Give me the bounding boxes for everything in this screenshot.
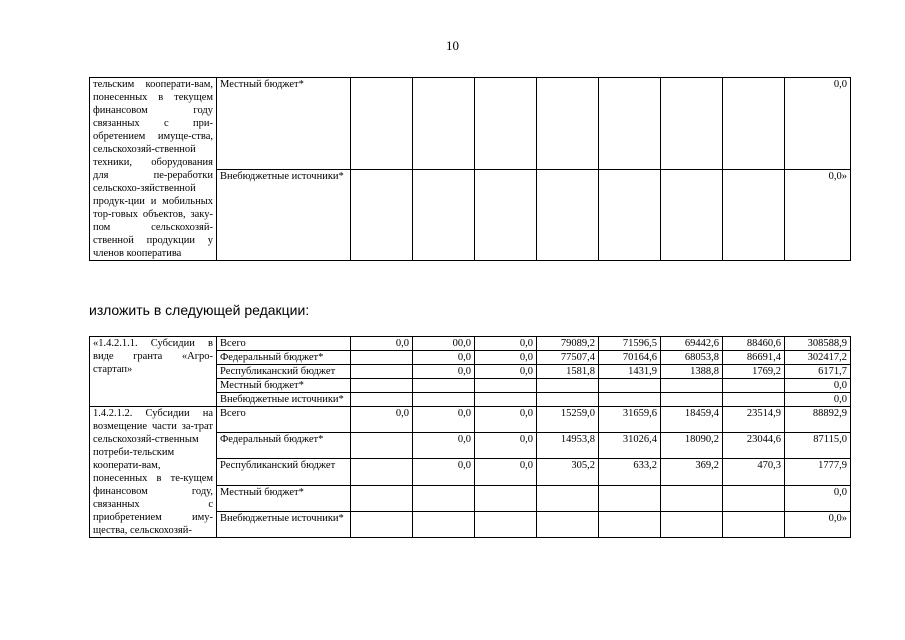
value-cell <box>599 78 661 170</box>
value-cell: 0,0» <box>785 169 851 261</box>
continuation-table <box>89 77 851 261</box>
value-cell: 79089,2 <box>537 337 599 351</box>
funding-source: Федеральный бюджет* <box>217 433 351 459</box>
value-cell <box>351 459 413 485</box>
value-cell <box>351 511 413 537</box>
value-cell <box>413 485 475 511</box>
value-cell: 0,0 <box>475 459 537 485</box>
value-cell: 0,0 <box>351 337 413 351</box>
value-cell: 0,0 <box>475 365 537 379</box>
value-cell <box>723 485 785 511</box>
value-cell <box>475 511 537 537</box>
value-cell: 88892,9 <box>785 407 851 433</box>
value-cell: 0,0 <box>785 78 851 170</box>
value-cell <box>661 485 723 511</box>
value-cell <box>351 78 413 170</box>
value-cell <box>537 393 599 407</box>
value-cell <box>475 379 537 393</box>
value-cell: 308588,9 <box>785 337 851 351</box>
value-cell <box>599 485 661 511</box>
funding-source: Республиканский бюджет <box>217 365 351 379</box>
value-cell: 1388,8 <box>661 365 723 379</box>
instruction-phrase: изложить в следующей редакции: <box>89 302 310 318</box>
value-cell <box>661 379 723 393</box>
table-row <box>90 337 851 351</box>
value-cell <box>351 393 413 407</box>
value-cell: 69442,6 <box>661 337 723 351</box>
value-cell: 87115,0 <box>785 433 851 459</box>
value-cell <box>413 78 475 170</box>
item-description: 1.4.2.1.2. Субсидии на возмещение части за-трат сельскохозяй-ственным потреби-тельским кооперати-вам, понесенных в те-кущем финансовом году, связанных с приобретением иму-щества, сельскохозяй- <box>90 407 217 538</box>
value-cell: 0,0 <box>351 407 413 433</box>
value-cell <box>413 169 475 261</box>
funding-source: Всего <box>217 407 351 433</box>
value-cell: 18459,4 <box>661 407 723 433</box>
value-cell <box>599 393 661 407</box>
funding-source: Местный бюджет* <box>217 485 351 511</box>
funding-source: Всего <box>217 337 351 351</box>
value-cell <box>661 78 723 170</box>
table-row <box>90 407 851 433</box>
value-cell: 0,0 <box>413 351 475 365</box>
value-cell: 70164,6 <box>599 351 661 365</box>
value-cell <box>413 393 475 407</box>
funding-source: Местный бюджет* <box>217 379 351 393</box>
value-cell: 86691,4 <box>723 351 785 365</box>
item-description: тельским кооперати-вам, понесенных в текущем финансовом году связанных с при-обретением имуще-ства, сельскохозяй-ственной техники, оборудования для пе-реработки сельскохо-зяйственной продук-ции и мобильных тор-говых объектов, заку-пом сельскохозяй-ственной продукции у членов кооператива <box>90 78 217 261</box>
value-cell: 6171,7 <box>785 365 851 379</box>
value-cell: 305,2 <box>537 459 599 485</box>
value-cell: 31659,6 <box>599 407 661 433</box>
value-cell: 14953,8 <box>537 433 599 459</box>
value-cell <box>537 485 599 511</box>
value-cell <box>475 485 537 511</box>
funding-source: Внебюджетные источники* <box>217 393 351 407</box>
item-description: «1.4.2.1.1. Субсидии в виде гранта «Агро-стартап» <box>90 337 217 407</box>
value-cell <box>475 169 537 261</box>
value-cell: 0,0 <box>475 433 537 459</box>
value-cell: 0,0» <box>785 511 851 537</box>
funding-source: Республиканский бюджет <box>217 459 351 485</box>
value-cell <box>723 169 785 261</box>
value-cell <box>723 511 785 537</box>
value-cell: 15259,0 <box>537 407 599 433</box>
value-cell <box>413 379 475 393</box>
value-cell: 23514,9 <box>723 407 785 433</box>
value-cell: 633,2 <box>599 459 661 485</box>
value-cell: 369,2 <box>661 459 723 485</box>
value-cell <box>475 78 537 170</box>
value-cell <box>351 485 413 511</box>
value-cell <box>351 169 413 261</box>
value-cell <box>661 169 723 261</box>
value-cell: 0,0 <box>475 337 537 351</box>
value-cell: 23044,6 <box>723 433 785 459</box>
value-cell: 77507,4 <box>537 351 599 365</box>
value-cell <box>351 365 413 379</box>
page-number: 10 <box>446 38 459 53</box>
value-cell <box>599 379 661 393</box>
value-cell <box>537 511 599 537</box>
value-cell: 1777,9 <box>785 459 851 485</box>
value-cell: 0,0 <box>413 365 475 379</box>
value-cell: 1581,8 <box>537 365 599 379</box>
value-cell: 1431,9 <box>599 365 661 379</box>
funding-source: Федеральный бюджет* <box>217 351 351 365</box>
value-cell: 18090,2 <box>661 433 723 459</box>
value-cell <box>661 393 723 407</box>
value-cell <box>723 379 785 393</box>
value-cell: 302417,2 <box>785 351 851 365</box>
value-cell: 71596,5 <box>599 337 661 351</box>
funding-source: Местный бюджет* <box>217 78 351 170</box>
value-cell <box>661 511 723 537</box>
value-cell: 0,0 <box>413 459 475 485</box>
value-cell: 470,3 <box>723 459 785 485</box>
value-cell <box>599 169 661 261</box>
value-cell: 68053,8 <box>661 351 723 365</box>
value-cell: 0,0 <box>785 379 851 393</box>
value-cell: 00,0 <box>413 337 475 351</box>
value-cell <box>723 393 785 407</box>
table-row <box>90 78 851 170</box>
value-cell: 0,0 <box>475 407 537 433</box>
value-cell <box>413 511 475 537</box>
value-cell <box>475 393 537 407</box>
value-cell: 1769,2 <box>723 365 785 379</box>
value-cell: 0,0 <box>413 433 475 459</box>
value-cell: 31026,4 <box>599 433 661 459</box>
value-cell <box>351 351 413 365</box>
value-cell: 88460,6 <box>723 337 785 351</box>
value-cell <box>723 78 785 170</box>
value-cell <box>351 433 413 459</box>
value-cell: 0,0 <box>785 485 851 511</box>
value-cell: 0,0 <box>475 351 537 365</box>
value-cell: 0,0 <box>413 407 475 433</box>
value-cell <box>537 379 599 393</box>
funding-source: Внебюджетные источники* <box>217 511 351 537</box>
value-cell <box>351 379 413 393</box>
value-cell: 0,0 <box>785 393 851 407</box>
value-cell <box>537 169 599 261</box>
revised-table <box>89 336 851 538</box>
funding-source: Внебюджетные источники* <box>217 169 351 261</box>
value-cell <box>599 511 661 537</box>
value-cell <box>537 78 599 170</box>
